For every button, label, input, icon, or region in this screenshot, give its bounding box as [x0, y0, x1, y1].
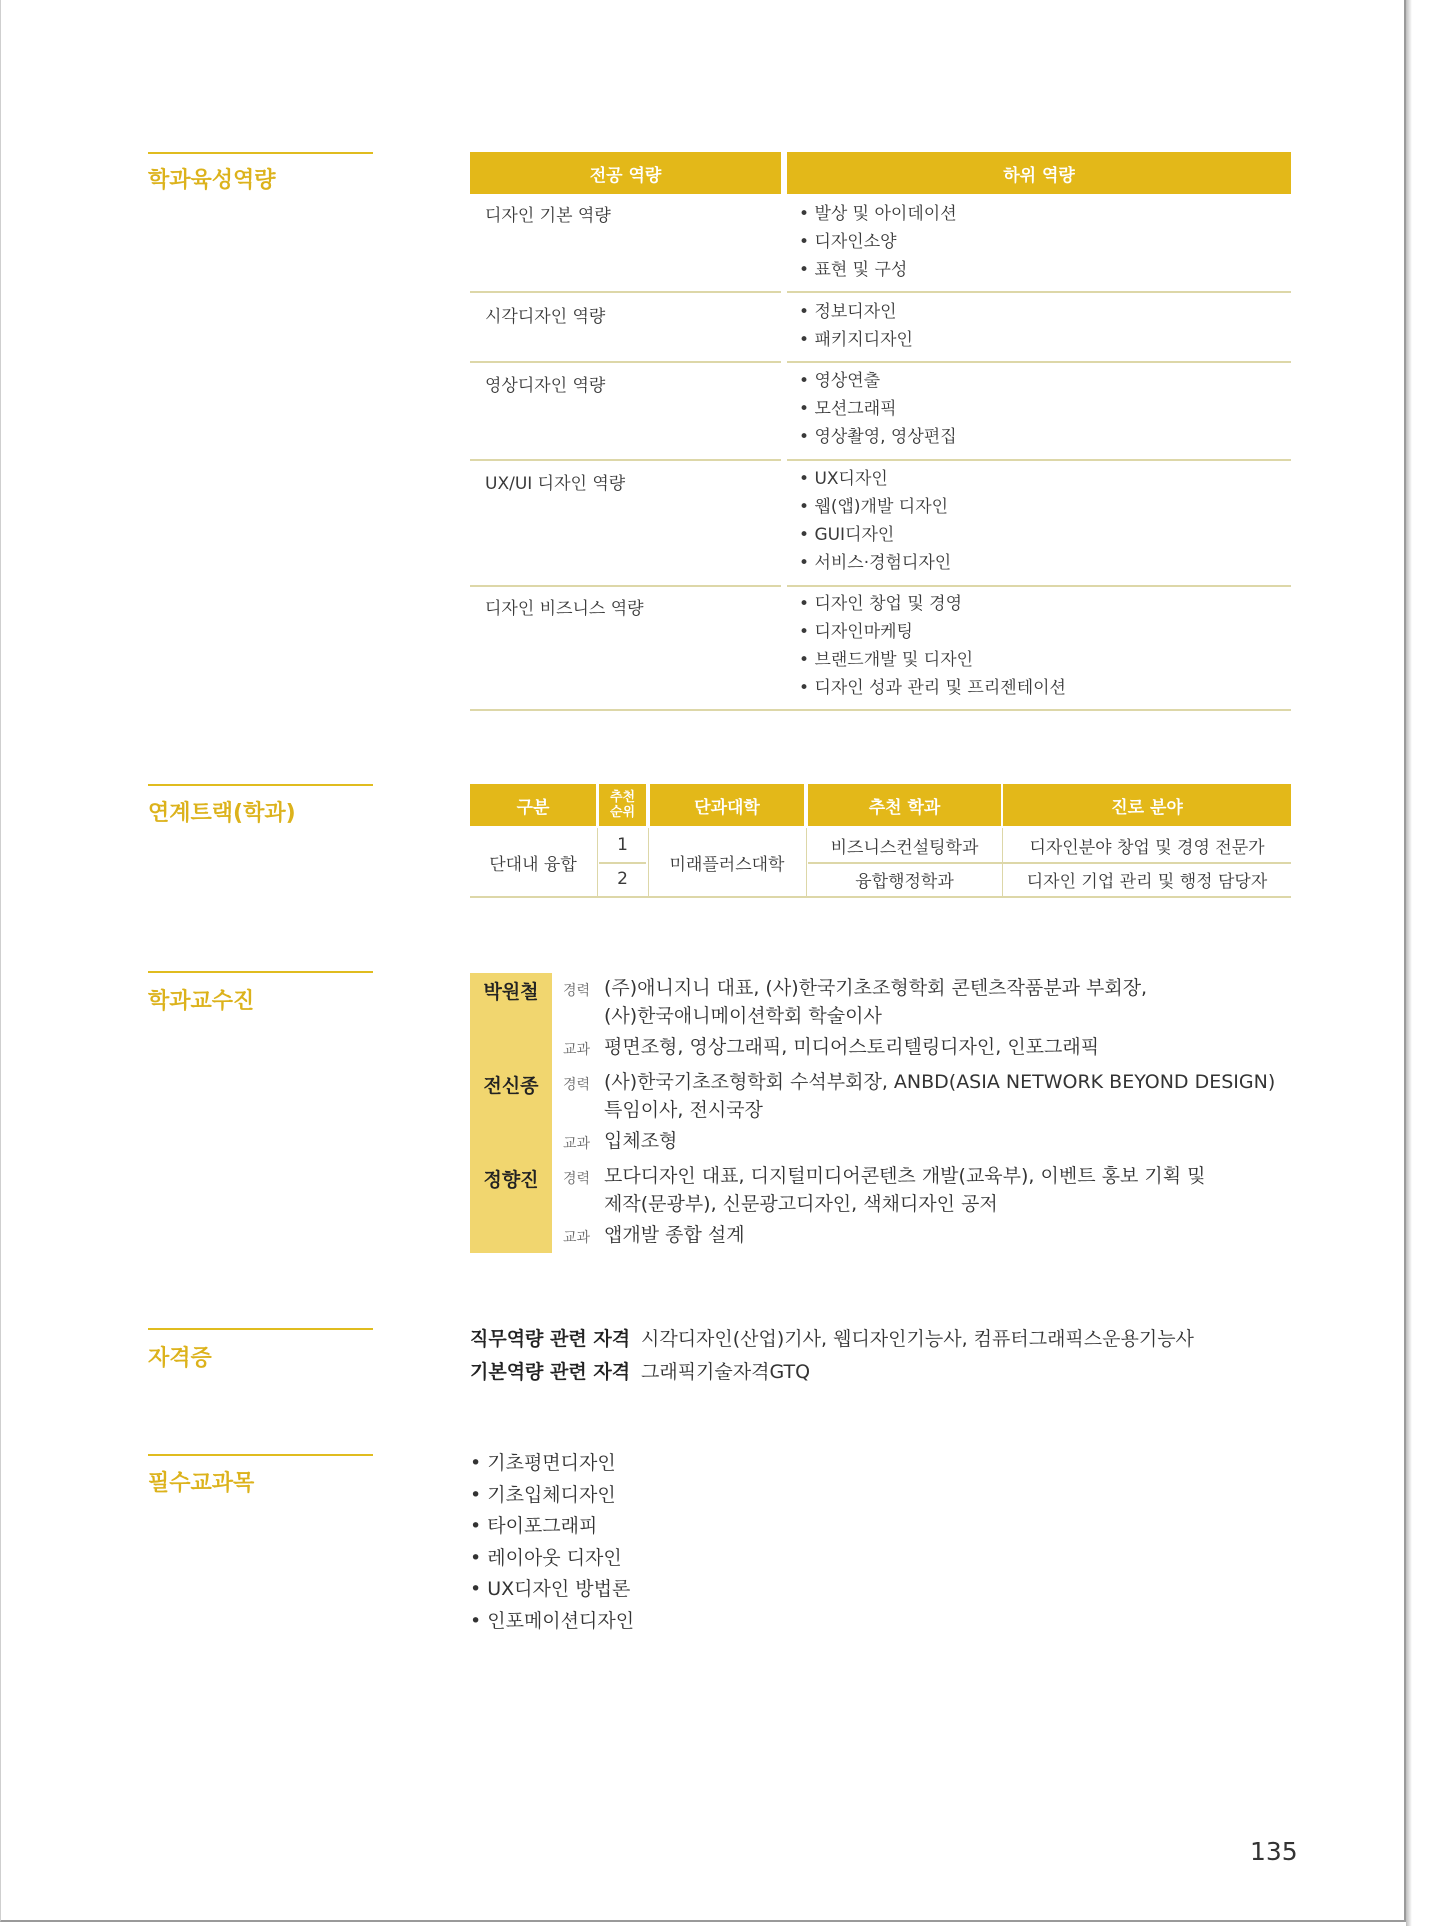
- row-divider: [470, 291, 781, 293]
- list-item: • 영상촬영, 영상편집: [799, 423, 957, 451]
- table-bottom-rule: [470, 709, 1291, 711]
- row-divider: [470, 585, 781, 587]
- col-divider: [1002, 828, 1003, 896]
- section-title-track: 연계트랙(학과): [148, 801, 296, 826]
- page-shadow: [1406, 0, 1412, 1926]
- faculty-name-bar: [470, 973, 552, 1253]
- section-rule: [148, 971, 373, 973]
- career-line: (사)한국애니메이션학회 학술이사: [604, 1005, 882, 1027]
- section-rule: [148, 152, 373, 154]
- list-item: • 타이포그래피: [470, 1511, 634, 1543]
- competency-subs: [799, 298, 913, 354]
- competency-subs: [799, 200, 957, 284]
- row-divider: [787, 291, 1291, 293]
- list-item: • 웹(앱)개발 디자인: [799, 493, 951, 521]
- faculty-name: 전신종: [483, 1075, 539, 1097]
- subject-tag: 교과: [563, 1042, 591, 1058]
- career-line: (주)애니지니 대표, (사)한국기초조형학회 콘텐츠작품분과 부회장,: [604, 977, 1148, 999]
- cert-value-job: 시각디자인(산업)기사, 웹디자인기능사, 컴퓨터그래픽스운용기능사: [641, 1328, 1194, 1350]
- career-line: 모다디자인 대표, 디지털미디어콘텐츠 개발(교육부), 이벤트 홍보 기획 및: [604, 1165, 1206, 1187]
- row-divider: [787, 459, 1291, 461]
- col-divider: [648, 828, 649, 896]
- track-header-college: 단과대학: [650, 784, 804, 826]
- faculty-subjects: 평면조형, 영상그래픽, 미디어스토리텔링디자인, 인포그래픽: [604, 1036, 1100, 1058]
- track-career: 디자인분야 창업 및 경영 전문가: [1029, 837, 1265, 858]
- faculty-subjects: 입체조형: [604, 1130, 678, 1152]
- faculty-subjects: 앱개발 종합 설계: [604, 1224, 745, 1246]
- section-title-cert: 자격증: [148, 1346, 212, 1371]
- career-tag: 경력: [563, 983, 591, 999]
- list-item: • 디자인소양: [799, 228, 957, 256]
- list-item: • 발상 및 아이데이션: [799, 200, 957, 228]
- table-header-major: 전공 역량: [470, 152, 781, 194]
- list-item: • 디자인마케팅: [799, 618, 1066, 646]
- track-header-rank: 추천 순위: [599, 784, 646, 826]
- section-rule: [148, 1454, 373, 1456]
- cert-label-job: 직무역량 관련 자격: [470, 1328, 631, 1350]
- list-item: • 기초입체디자인: [470, 1480, 634, 1512]
- subject-tag: 교과: [563, 1136, 591, 1152]
- career-tag: 경력: [563, 1077, 591, 1093]
- row-divider: [470, 361, 781, 363]
- list-item: • 인포메이션디자인: [470, 1606, 634, 1638]
- section-title-faculty: 학과교수진: [148, 989, 255, 1014]
- faculty-name: 정향진: [483, 1169, 539, 1191]
- cert-value-basic: 그래픽기술자격GTQ: [641, 1361, 811, 1383]
- list-item: • UX디자인: [799, 465, 951, 493]
- career-line: 제작(문광부), 신문광고디자인, 색채디자인 공저: [604, 1193, 998, 1215]
- list-item: • GUI디자인: [799, 521, 951, 549]
- table-header-sub: 하위 역량: [787, 152, 1291, 194]
- col-divider: [806, 828, 807, 896]
- competency-subs: [799, 590, 1066, 702]
- track-header-dept: 추천 학과: [808, 784, 1001, 826]
- list-item: • 서비스·경험디자인: [799, 549, 951, 577]
- career-line: (사)한국기초조형학회 수석부회장, ANBD(ASIA NETWORK BEYOND DESIGN): [604, 1071, 1276, 1093]
- subject-tag: 교과: [563, 1230, 591, 1246]
- col-divider: [597, 828, 598, 896]
- list-item: • 기초평면디자인: [470, 1448, 634, 1480]
- competency-major: 시각디자인 역량: [485, 307, 606, 327]
- list-item: • 레이아웃 디자인: [470, 1543, 634, 1575]
- list-item: • UX디자인 방법론: [470, 1574, 634, 1606]
- list-item: • 디자인 창업 및 경영: [799, 590, 1066, 618]
- faculty-career: [604, 1162, 1205, 1218]
- row-divider: [787, 361, 1291, 363]
- track-dept: 비즈니스컨설팅학과: [830, 837, 979, 858]
- page-number: 135: [1250, 1837, 1298, 1866]
- section-title-required: 필수교과목: [148, 1471, 255, 1496]
- competency-major: 디자인 비즈니스 역량: [485, 599, 644, 619]
- list-item: • 표현 및 구성: [799, 256, 957, 284]
- competency-subs: [799, 367, 957, 451]
- list-item: • 영상연출: [799, 367, 957, 395]
- track-category: 단대내 융합: [489, 854, 577, 875]
- row-divider: [599, 862, 646, 864]
- track-dept: 융합행정학과: [855, 871, 954, 892]
- track-header-category: 구분: [470, 784, 596, 826]
- cert-label-basic: 기본역량 관련 자격: [470, 1361, 631, 1383]
- competency-major: 디자인 기본 역량: [485, 206, 611, 226]
- track-rank: 1: [617, 835, 628, 855]
- faculty-career: [604, 974, 1147, 1030]
- section-title-competency: 학과육성역량: [148, 168, 276, 193]
- competency-major: 영상디자인 역량: [485, 376, 606, 396]
- row-divider: [787, 585, 1291, 587]
- list-item: • 패키지디자인: [799, 326, 913, 354]
- list-item: • 디자인 성과 관리 및 프리젠테이션: [799, 674, 1066, 702]
- competency-major: UX/UI 디자인 역량: [485, 474, 626, 494]
- row-divider: [808, 862, 1291, 864]
- track-college: 미래플러스대학: [669, 854, 785, 875]
- track-header-career: 진로 분야: [1003, 784, 1291, 826]
- section-rule: [148, 1328, 373, 1330]
- row-divider: [470, 459, 781, 461]
- table-bottom-rule: [470, 896, 1291, 898]
- track-career: 디자인 기업 관리 및 행정 담당자: [1026, 871, 1268, 892]
- list-item: • 브랜드개발 및 디자인: [799, 646, 1066, 674]
- section-rule: [148, 784, 373, 786]
- faculty-career: [604, 1068, 1275, 1124]
- career-line: 특임이사, 전시국장: [604, 1099, 763, 1121]
- list-item: • 모션그래픽: [799, 395, 957, 423]
- faculty-name: 박원철: [483, 981, 539, 1003]
- track-rank: 2: [617, 869, 628, 889]
- career-tag: 경력: [563, 1171, 591, 1187]
- list-item: • 정보디자인: [799, 298, 913, 326]
- competency-subs: [799, 465, 951, 577]
- required-course-list: [470, 1448, 634, 1637]
